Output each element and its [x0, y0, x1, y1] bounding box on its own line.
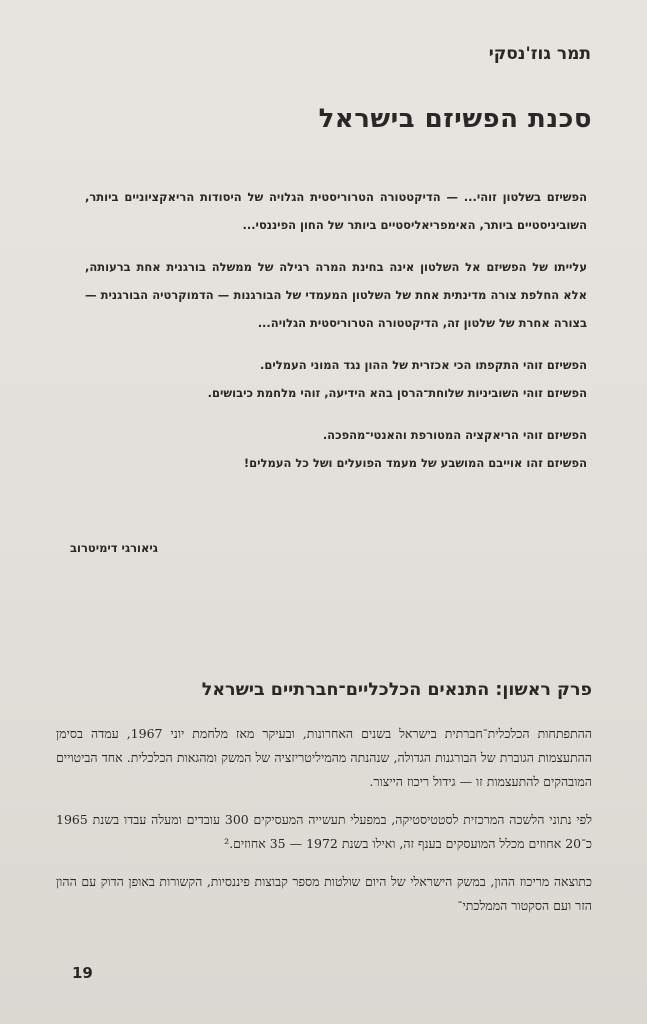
epigraph-paragraph: הפשיזם זוהי השוביניות שלוחת־הרסן בהא הידיעה, זוהי מלחמת כיבושים.: [207, 386, 587, 400]
epigraph: [85, 183, 587, 491]
epigraph-paragraph: הפשיזם זוהי הריאקציה המטורפת והאנטי־מהפכה.: [322, 428, 587, 442]
chapter-title: פרק ראשון: התנאים הכלכליים־חברתיים בישראל: [201, 680, 592, 700]
epigraph-signature: גיאורגי דימיטרוב: [70, 541, 158, 555]
epigraph-paragraph: עלייתו של הפשיזם אל השלטון אינה בחינת המרה רגילה של ממשלה בורגנית אחת ברעותה, אלא החלפת צורה מדינתית אחת של השלטון המעמדי של הבורגנות — הדמוקרטיה הבורגנית — בצורה אחרת של שלטון זה, הדיקטטורה הטרוריסטית הגלויה...: [85, 260, 587, 330]
running-head: תמר גוז'נסקי: [488, 44, 591, 64]
body-paragraph: כתוצאה מריכוז ההון, במשק הישראלי של היום שולטות מספר קבוצות פיננסיות, הקשורות באופן הדוק עם ההון הזר ועם הסקטור הממלכתי־: [56, 874, 592, 913]
epigraph-paragraph: הפשיזם בשלטון זוהי... — הדיקטטורה הטרוריסטית הגלויה של היסודות הריאקציוניים ביותר, השוביניסטיים ביותר, האימפריאליסטיים ביותר של החון הפיננסי...: [85, 190, 587, 232]
page-title: סכנת הפשיזם בישראל: [318, 104, 592, 134]
page-number: 19: [72, 964, 93, 982]
body-paragraph: ההתפתחות הכלכלית־חברתית בישראל בשנים האחרונות, ובעיקר מאז מלחמת יוני 1967, עמדה בסימן ההתעצמות הגוברת של הבורגנות הגדולה, שנהנתה מהמיליטריזציה של המשק ומהגאות הכלכלית. אחד הביטויים המובהקים להתעצמות זו — גידול ריכוז הייצור.: [56, 726, 592, 789]
body-paragraph: לפי נתוני הלשכה המרכזית לסטטיסטיקה, במפעלי תעשייה המעסיקים 300 עובדים ומעלה עבדו בשנת 1965 כ־20 אחוזים מכלל המועסקים בענף זה, ואילו בשנת 1972 — 35 אחוזים.²: [56, 812, 593, 851]
body-text: [56, 722, 592, 932]
epigraph-paragraph: הפשיזם זהו אוייבם המושבע של מעמד הפועלים ושל כל העמלים!: [243, 456, 587, 470]
epigraph-paragraph: הפשיזם זוהי התקפתו הכי אכזרית של ההון נגד המוני העמלים.: [260, 358, 587, 372]
